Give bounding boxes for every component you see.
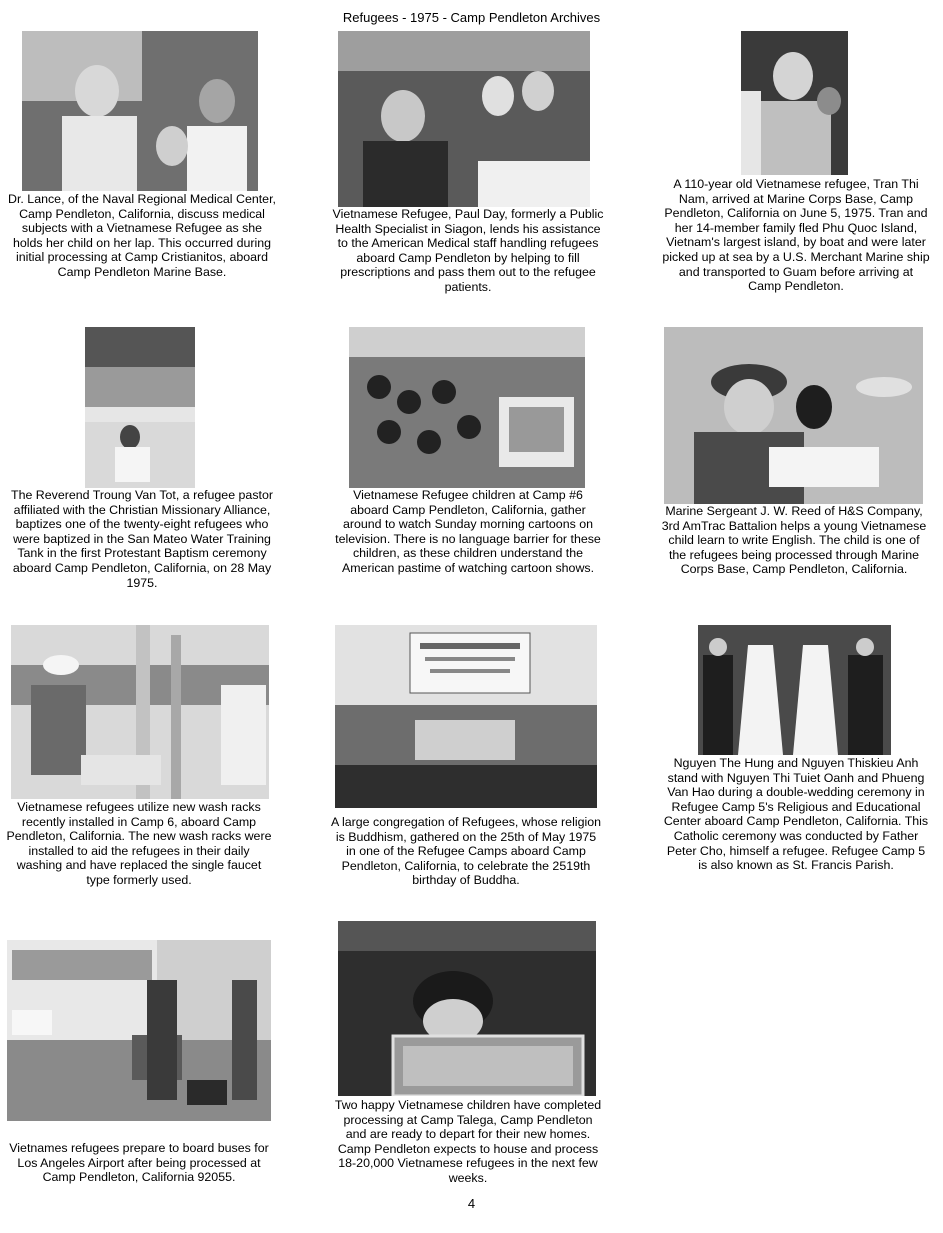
photo-double-wedding bbox=[698, 625, 891, 755]
photo-child-bus-window bbox=[338, 921, 596, 1096]
photo-caption: Marine Sergeant J. W. Reed of H&S Company, 3rd AmTrac Battalion helps a young Vietnamese child learn to write English. The child is one of the refugees being processed through Marine Corps Base, Camp Pendleton, California. bbox=[661, 504, 927, 577]
photo-caption: The Reverend Troung Van Tot, a refugee pastor affiliated with the Christian Missionary Alliance, baptizes one of the twenty-eight refugees who were baptized in the San Mateo Water Training Tank in the first Protestant Baptism ceremony aboard Camp Pendleton, California, on 28 May 1975. bbox=[11, 488, 273, 590]
photo-caption: Two happy Vietnamese children have completed processing at Camp Talega, Camp Pendleton and are ready to depart for their new homes. Camp Pendleton expects to house and process 18-20,000 Vietnamese refugees in the next few weeks. bbox=[334, 1098, 602, 1185]
photo-caption: Dr. Lance, of the Naval Regional Medical Center, Camp Pendleton, California, discuss medical subjects with a Vietnamese Refugee as she holds her child on her lap. This occurred during initial processing at Camp Cristianitos, aboard Camp Pendleton Marine Base. bbox=[8, 192, 276, 279]
photo-caption: Vietnamese refugees utilize new wash racks recently installed in Camp 6, aboard Camp Pendleton, California. The new wash racks were installed to aid the refugees in their daily washing and have replaced the single faucet type formerly used. bbox=[6, 800, 272, 887]
page-number: 4 bbox=[467, 1196, 476, 1211]
photo-caption: A large congregation of Refugees, whose religion is Buddhism, gathered on the 25th of May 1975 in one of the Refugee Camps aboard Camp Pendleton, California, to celebrate the 2519th birthday of Buddha. bbox=[330, 815, 602, 888]
photo-caption: Nguyen The Hung and Nguyen Thiskieu Anh stand with Nguyen Thi Tuiet Oanh and Phueng Van Hao during a double-wedding ceremony in Refugee Camp 5's Religious and Educational Center aboard Camp Pendleton, California. This Catholic ceremony was conducted by Father Peter Cho, himself a refugee. Refugee Camp 5 is also known as St. Francis Parish. bbox=[663, 756, 929, 873]
photo-caption: Vietnamese Refugee children at Camp #6 aboard Camp Pendleton, California, gather around to watch Sunday morning cartoons on television. There is no language barrier for these children, as these children understand the American pastime of watching cartoon shows. bbox=[335, 488, 601, 575]
photo-marine-writing bbox=[664, 327, 923, 504]
photo-boarding-buses bbox=[7, 940, 271, 1121]
photo-children-tv bbox=[349, 327, 585, 488]
photo-caption: Vietnamese Refugee, Paul Day, formerly a Public Health Specialist in Siagon, lends his assistance to the American Medical staff handling refugees aboard Camp Pendleton by helping to fill prescriptions and pass them out to the refugee patients. bbox=[332, 207, 604, 294]
photo-elderly-woman bbox=[741, 31, 848, 175]
photo-baptism bbox=[85, 327, 195, 488]
photo-prescriptions bbox=[338, 31, 590, 207]
photo-doctor-exam bbox=[22, 31, 258, 191]
photo-buddhist-gathering bbox=[335, 625, 597, 808]
photo-caption: Vietnames refugees prepare to board buses for Los Angeles Airport after being processed at Camp Pendleton, California 92055. bbox=[9, 1141, 269, 1185]
photo-wash-racks bbox=[11, 625, 269, 799]
page-title: Refugees - 1975 - Camp Pendleton Archives bbox=[342, 10, 601, 25]
photo-caption: A 110-year old Vietnamese refugee, Tran Thi Nam, arrived at Marine Corps Base, Camp Pendleton, California on June 5, 1975. Tran and her 14-member family fled Phu Quoc Island, Vietnam's largest island, by boat and were later picked up at sea by a U.S. Merchant Marine ship and transported to Guam before arriving at Camp Pendleton. bbox=[662, 177, 930, 294]
